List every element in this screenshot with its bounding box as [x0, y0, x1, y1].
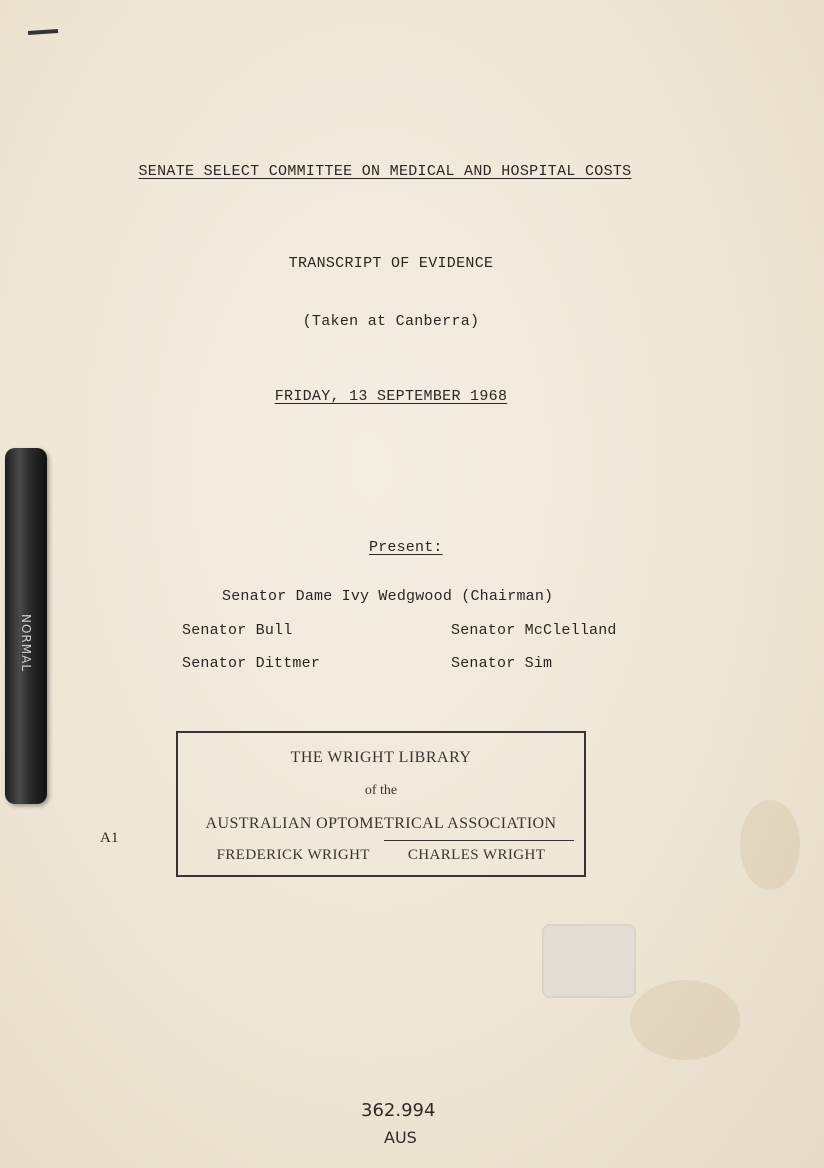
call-number: 362.994 [361, 1100, 436, 1121]
member: Senator McClelland [451, 622, 617, 639]
stamp-names [178, 847, 584, 864]
member: Senator Bull [182, 622, 293, 639]
stamp-left-name: FREDERICK WRIGHT [216, 847, 370, 863]
corner-mark [28, 29, 58, 35]
stain [630, 980, 740, 1060]
label-patch [542, 924, 636, 998]
stamp-right-name: CHARLES WRIGHT [407, 847, 546, 863]
stamp-association: AUSTRALIAN OPTOMETRICAL ASSOCIATION [205, 815, 557, 832]
stamp-library-name: THE WRIGHT LIBRARY [290, 749, 472, 766]
call-number-suffix: AUS [384, 1128, 417, 1147]
hearing-date: FRIDAY, 13 SEPTEMBER 1968 [274, 388, 508, 405]
chairman: Senator Dame Ivy Wedgwood (Chairman) [222, 588, 554, 605]
binder-clip [5, 448, 47, 804]
page-marker: A1 [100, 830, 119, 846]
present-heading: Present: [369, 539, 443, 556]
location: (Taken at Canberra) [302, 313, 480, 330]
member: Senator Dittmer [182, 655, 321, 672]
library-stamp [176, 731, 586, 877]
binder-clip-label: NORMAL [19, 613, 34, 673]
member: Senator Sim [451, 655, 553, 672]
stain [740, 800, 800, 890]
stamp-divider [384, 840, 574, 841]
committee-title: SENATE SELECT COMMITTEE ON MEDICAL AND HOSPITAL COSTS [138, 163, 632, 180]
document-type: TRANSCRIPT OF EVIDENCE [288, 255, 494, 272]
stamp-of-the: of the [364, 783, 398, 798]
